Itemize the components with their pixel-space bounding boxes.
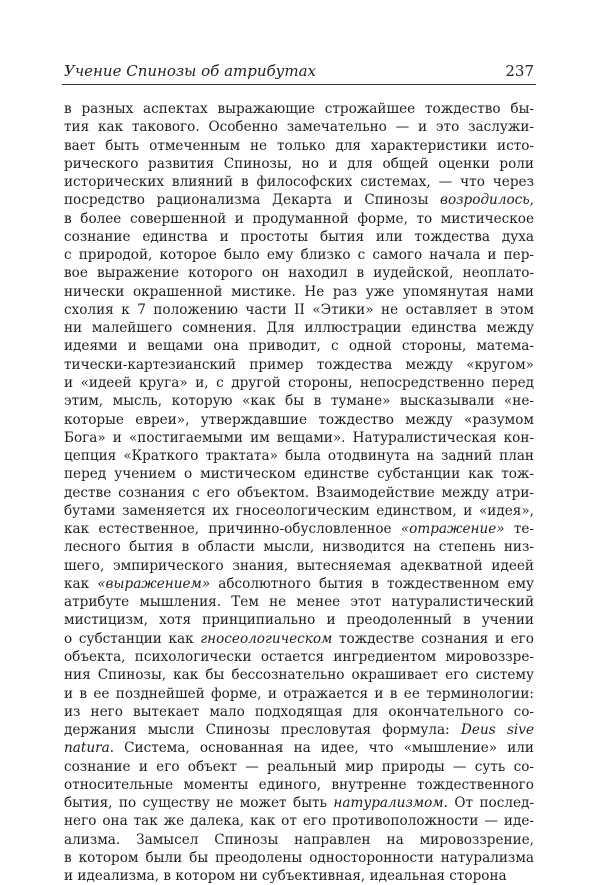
text-line (64, 429, 534, 447)
text-run: рического развития Спинозы, но и для общей оценки роли (64, 155, 534, 172)
italic-text: гносеологическом (200, 630, 333, 647)
text-run: относительные моменты единого, внутренне тождественного (64, 776, 534, 793)
text-line (64, 648, 534, 666)
text-line (64, 538, 534, 556)
italic-text: возродилось (440, 192, 530, 209)
text-line (64, 118, 534, 136)
text-run: дестве сознания с его объектом. Взаимодействие между атри- (64, 484, 534, 501)
text-line (64, 502, 534, 520)
text-run: нически окрашенной мистике. Не раз уже упомянутая нами (64, 283, 534, 300)
text-line (64, 611, 534, 629)
text-run: вое выражение которого он находил в иудейской, неоплато- (64, 265, 534, 282)
text-line (64, 173, 534, 191)
text-run: о субстанции как (64, 630, 201, 647)
text-line (64, 484, 534, 502)
text-line (64, 575, 534, 593)
running-title: Учение Спинозы об атрибутах (64, 62, 316, 80)
text-line (64, 319, 534, 337)
text-line (64, 867, 534, 885)
text-run: вает быть отмеченным не только для характеристики исто- (64, 137, 534, 154)
text-run: как естественное, причинно-обусловленное (64, 521, 401, 538)
text-line (64, 812, 534, 830)
text-run: этим, мысль, которую «как бы в тумане» высказывали «не- (64, 393, 534, 410)
text-run: бытия, по существу не может быть (64, 795, 334, 812)
text-run: . Система, основанная на идее, что «мышление» или (109, 740, 534, 757)
text-run: из него вытекает мало подходящая для окончательного со- (64, 703, 534, 720)
italic-text: natura (64, 740, 110, 757)
text-line (64, 666, 534, 684)
text-run: в котором были бы преодолены односторонности натурализма (64, 849, 534, 866)
text-run: него она так же далека, как от его противоположности — иде- (64, 813, 534, 830)
text-run: цепция «Краткого трактата» была отодвинута на задний план (64, 448, 534, 465)
text-line (64, 283, 534, 301)
text-line (64, 739, 534, 757)
text-run: и идеализма, в котором ни субъективная, идеальная сторона (64, 868, 507, 885)
text-line (64, 447, 534, 465)
text-line (64, 685, 534, 703)
text-run: шего, эмпирического знания, вытесняемая адекватной идеей (64, 557, 534, 574)
text-run: идеями и вещами она приводит, с одной стороны, матема- (64, 338, 534, 355)
text-run: . От послед- (443, 795, 534, 812)
text-line (64, 758, 534, 776)
text-run: ализма. Замысел Спинозы направлен на мировоззрение, (64, 831, 534, 848)
italic-text: Deus sive (461, 722, 534, 739)
page-number: 237 (505, 62, 534, 80)
text-run: в более совершенной и продуманной форме, то мистическое (64, 210, 534, 227)
text-line (64, 776, 534, 794)
text-run: сознание и его объект — реальный мир природы — суть со- (64, 758, 534, 775)
text-run: и «идеей круга» и, с другой стороны, непосредственно перед (64, 374, 534, 391)
text-run: исторических влияний в философских системах, — что через (64, 174, 534, 191)
text-line (64, 228, 534, 246)
text-line (64, 465, 534, 483)
text-run: тождестве сознания и его (332, 630, 534, 647)
text-run: , (529, 192, 534, 209)
text-run: Бога» и «постигаемыми им вещами». Натуралистическая кон- (64, 429, 534, 446)
text-run: в разных аспектах выражающие строжайшее тождество бы- (64, 101, 534, 117)
text-run: бутами заменяется их гносеологическим единством, и «идея», (64, 502, 534, 519)
text-run: которые евреи», утверждавшие тождество между «разумом (64, 411, 534, 428)
text-line (64, 831, 534, 849)
text-line (64, 210, 534, 228)
text-run: тически-картезианский пример тождества между «кругом» (64, 356, 534, 373)
text-line (64, 411, 534, 429)
text-run: с природой, которое было ему близко с самого начала и пер- (64, 247, 534, 264)
text-run: ни малейшего сомнения. Для иллюстрации единства между (64, 320, 534, 337)
text-run: атрибуте мышления. Тем не менее этот натуралистический (64, 594, 534, 611)
text-line (64, 374, 534, 392)
text-line (64, 356, 534, 374)
text-run: мистицизм, хотя принципиально и преодоленный в учении (64, 612, 534, 629)
italic-text: натурализмом (333, 795, 444, 812)
header-rule (62, 84, 536, 85)
text-run: как (64, 575, 98, 592)
text-run: перед учением о мистическом единстве субстанции как тож- (64, 466, 534, 483)
text-line (64, 137, 534, 155)
text-line (64, 100, 534, 118)
body-text (64, 100, 534, 885)
text-line (64, 246, 534, 264)
text-run: держания мысли Спинозы пресловутая формула: (64, 722, 461, 739)
italic-text: «отражение» (400, 521, 505, 538)
text-line (64, 630, 534, 648)
running-header (62, 60, 536, 86)
text-run: посредство рационализма Декарта и Спинозы (64, 192, 441, 209)
text-line (64, 191, 534, 209)
text-line (64, 392, 534, 410)
text-run: тия как такового. Особенно замечательно — и это заслужи- (64, 119, 534, 136)
text-run: сознание единства и простоты бытия или тождества духа (64, 228, 534, 245)
text-run: схолия к 7 положению части II «Этики» не оставляет в этом (64, 301, 534, 318)
text-line (64, 264, 534, 282)
text-line (64, 557, 534, 575)
text-line (64, 703, 534, 721)
text-run: ния Спинозы, как бы бессознательно окрашивает его систему (64, 667, 534, 684)
text-line (64, 849, 534, 867)
text-line (64, 520, 534, 538)
text-line (64, 721, 534, 739)
text-line (64, 593, 534, 611)
text-line (64, 301, 534, 319)
text-run: абсолютного бытия в тождественном ему (210, 575, 534, 592)
italic-text: «выражением» (97, 575, 211, 592)
text-run: и в ее позднейшей форме, и отражается и в ее терминологии: (64, 685, 534, 702)
text-line (64, 794, 534, 812)
text-run: те- (504, 521, 534, 538)
text-run: объекта, психологически остается ингредиентом мировоззре- (64, 648, 534, 665)
text-line (64, 155, 534, 173)
text-line (64, 337, 534, 355)
text-run: лесного бытия в области мысли, низводится на степень низ- (64, 539, 534, 556)
